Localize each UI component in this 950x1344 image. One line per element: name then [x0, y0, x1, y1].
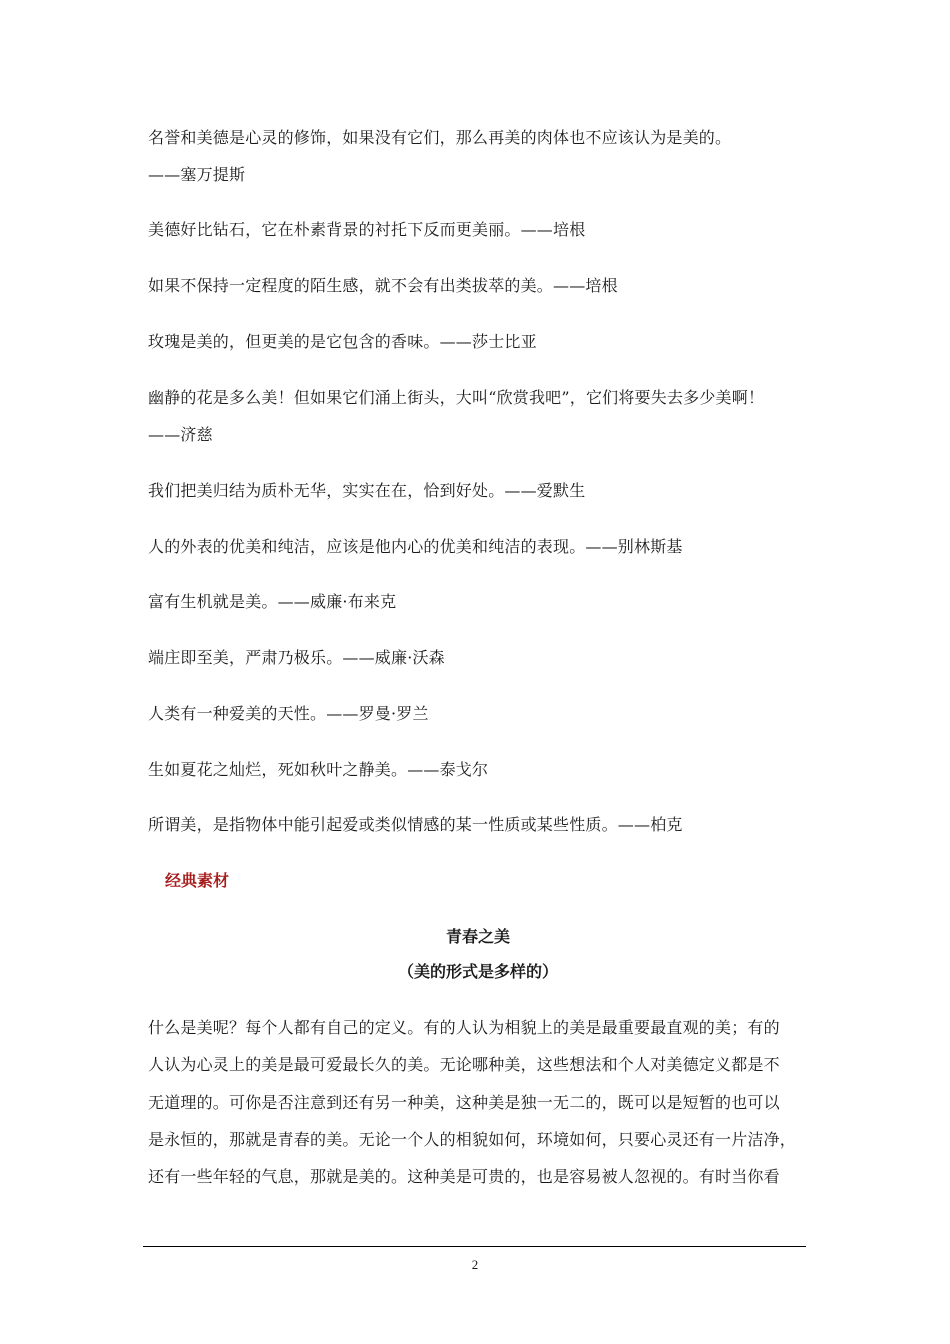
essay-line-2: 人认为心灵上的美是最可爱最长久的美。无论哪种美，这些想法和个人对美德定义都是不 [148, 1055, 780, 1074]
quote-5-line-1: 幽静的花是多么美！但如果它们涌上街头，大叫“欣赏我吧”，它们将要失去多少美啊！ [148, 388, 765, 407]
quote-10: 人类有一种爱美的天性。——罗曼·罗兰 [148, 704, 429, 723]
section-heading: 经典素材 [165, 871, 230, 890]
quote-1-line-2: ——塞万提斯 [148, 165, 246, 184]
essay-title: 青春之美 [445, 927, 510, 946]
essay-line-3: 无道理的。可你是否注意到还有另一种美，这种美是独一无二的，既可以是短暂的也可以 [148, 1093, 780, 1112]
essay-line-1: 什么是美呢？每个人都有自己的定义。有的人认为相貌上的美是最重要最直观的美；有的 [148, 1018, 780, 1037]
footer-divider [143, 1246, 806, 1247]
quote-12: 所谓美，是指物体中能引起爱或类似情感的某一性质或某些性质。——柏克 [148, 815, 683, 834]
quote-8: 富有生机就是美。——威廉·布来克 [148, 592, 397, 611]
quote-3: 如果不保持一定程度的陌生感，就不会有出类拔萃的美。——培根 [148, 276, 618, 295]
quote-5-line-2: ——济慈 [148, 425, 213, 444]
page-number: 2 [471, 1257, 479, 1272]
quote-2: 美德好比钻石，它在朴素背景的衬托下反而更美丽。——培根 [148, 220, 586, 239]
quote-1-line-1: 名誉和美德是心灵的修饰，如果没有它们，那么再美的肉体也不应该认为是美的。 [148, 128, 732, 147]
quote-11: 生如夏花之灿烂，死如秋叶之静美。——泰戈尔 [148, 760, 489, 779]
quote-4: 玫瑰是美的，但更美的是它包含的香味。——莎士比亚 [148, 332, 537, 351]
quote-6: 我们把美归结为质朴无华，实实在在，恰到好处。——爱默生 [148, 481, 586, 500]
essay-line-5: 还有一些年轻的气息，那就是美的。这种美是可贵的，也是容易被人忽视的。有时当你看 [148, 1167, 780, 1186]
quote-9: 端庄即至美，严肃乃极乐。——威廉·沃森 [148, 648, 445, 667]
essay-line-4: 是永恒的，那就是青春的美。无论一个人的相貌如何，环境如何，只要心灵还有一片洁净， [148, 1130, 797, 1149]
quote-7: 人的外表的优美和纯洁，应该是他内心的优美和纯洁的表现。——别林斯基 [148, 537, 683, 556]
essay-subtitle: （美的形式是多样的） [397, 962, 558, 981]
